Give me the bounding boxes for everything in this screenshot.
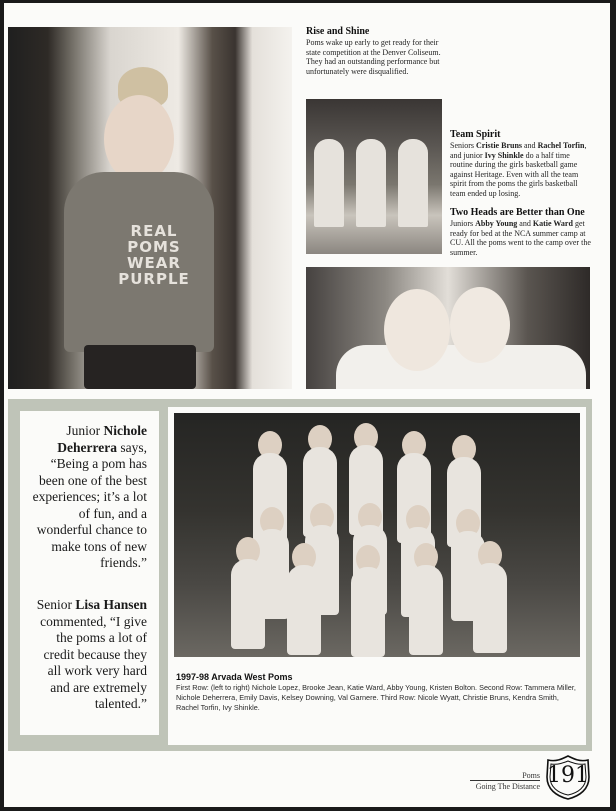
photo-face-shape [384, 289, 450, 371]
quote-text-part: Junior [66, 423, 104, 438]
footer-section: Poms [522, 771, 540, 780]
shirt-line-1: REAL [130, 222, 178, 240]
quote-panel [20, 411, 159, 735]
photo-member-shape [231, 559, 265, 649]
footer-rule [470, 780, 540, 781]
photo-halftime-routine [306, 99, 442, 254]
caption-text [450, 219, 591, 257]
photo-pom-in-doorway [8, 27, 292, 389]
caption-text-part: do a half time routine during the girls basketball game against Heritage. Even with all the team spirit from the poms the girls basketball team ended up losing. [450, 150, 579, 198]
yearbook-page [4, 3, 610, 807]
shirt-line-4: PURPLE [118, 270, 190, 288]
shirt-lettering [104, 223, 204, 287]
caption-team-spirit [450, 129, 592, 199]
caption-text-part: get ready for bed at the NCA summer camp at CU. All the poms went to the camp over the summer. [450, 219, 591, 257]
photo-member-shape [351, 567, 385, 657]
photo-member-shape [473, 563, 507, 653]
photo-member-shape [409, 565, 443, 655]
shirt-line-2: POMS [127, 238, 181, 256]
quote-text-part: Senior [36, 597, 76, 612]
quote-text-part: says, “Being a pom has been one of the best experiences; it’s a lot of fun, and a wonderful chance to make tons of new friends.” [32, 439, 147, 570]
quote-nichole [29, 423, 147, 572]
team-caption-body: First Row: (left to right) Nichole Lopez, Brooke Jean, Katie Ward, Abby Young, Kristen Bolton. Second Row: Tammera Miller, Nichole Deherrera, Emily Davis, Kelsey Downing, Val Garnere. Third Row: Nicole Wyatt, Christie Bruns, Kendra Smith, Rachel Torfin, Ivy Shinkle. [176, 683, 576, 712]
caption-title: Team Spirit [450, 129, 501, 140]
team-caption [176, 671, 582, 712]
team-photo-panel [168, 407, 586, 745]
photo-dancer [356, 139, 386, 227]
shirt-line-3: WEAR [127, 254, 181, 272]
caption-name: Katie Ward [532, 219, 573, 228]
caption-rise-and-shine [306, 26, 441, 76]
caption-text [450, 141, 586, 198]
caption-text-part: Seniors [450, 141, 476, 150]
team-caption-title: 1997-98 Arvada West Poms [176, 672, 293, 682]
photo-member-shape [287, 565, 321, 655]
photo-dancer [314, 139, 344, 227]
caption-text-part: and [517, 219, 533, 228]
caption-title: Rise and Shine [306, 26, 370, 37]
page-number: 191 [547, 763, 589, 788]
caption-name: Cristie Bruns [476, 141, 522, 150]
quote-text-part: commented, “I give the poms a lot of credit because they all work very hard and are extremely talented.” [40, 613, 147, 711]
photo-head-shape [104, 95, 174, 183]
footer-subtitle: Going The Distance [475, 782, 540, 791]
caption-name: Ivy Shinkle [484, 150, 524, 160]
team-section [8, 399, 592, 751]
caption-two-heads [450, 207, 592, 257]
quote-name: Lisa Hansen [75, 597, 147, 612]
quote-lisa [29, 597, 147, 713]
quote-name: Nichole Deherrera [57, 423, 147, 455]
caption-name: Abby Young [475, 219, 518, 228]
photo-shorts-shape [84, 345, 196, 389]
caption-title: Two Heads are Better than One [450, 207, 585, 218]
caption-body: Poms wake up early to get ready for their state competition at the Denver Coliseum. They had an outstanding performance but unfortunately were disqualified. [306, 38, 441, 76]
caption-text-part: , and junior [450, 141, 587, 160]
caption-text-part: and [522, 141, 538, 150]
caption-name: Rachel Torfin [537, 141, 585, 150]
photo-dancer [398, 139, 428, 227]
photo-two-poms-portrait [306, 267, 590, 389]
photo-face-shape [450, 287, 510, 363]
team-photo [174, 413, 580, 657]
caption-text-part: Juniors [450, 219, 476, 228]
